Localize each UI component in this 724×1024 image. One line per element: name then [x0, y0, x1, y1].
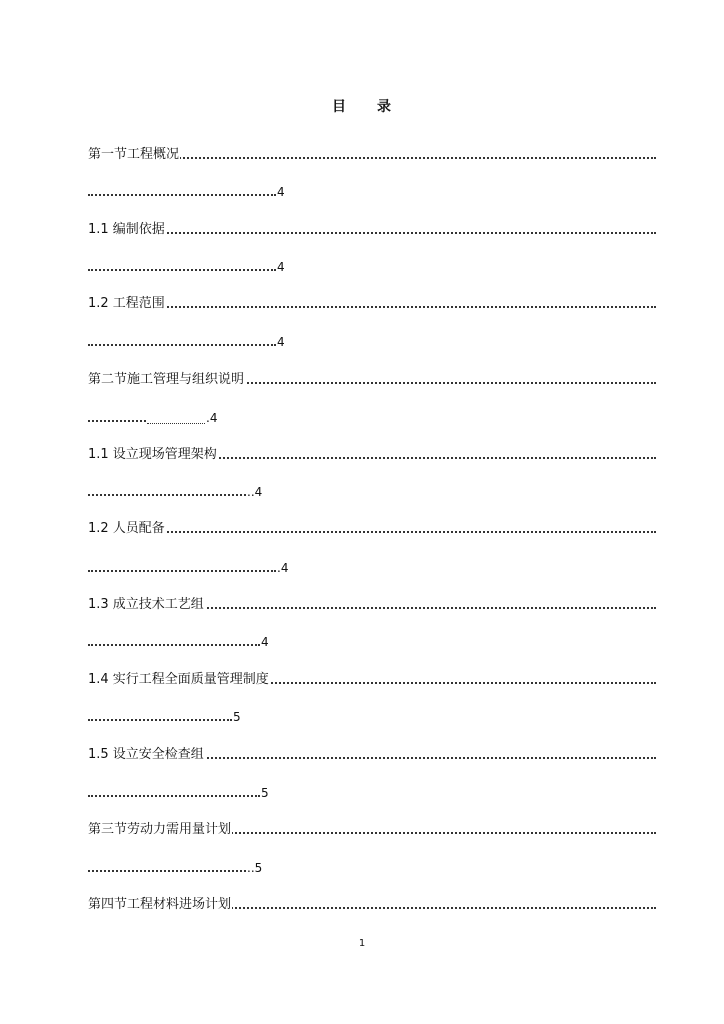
toc-entry-page: 4: [277, 335, 285, 349]
toc-entry-page-line: [88, 182, 285, 202]
toc-entry-label: 1.1 设立现场管理架构: [88, 447, 217, 462]
toc-entry-page-line: [88, 707, 241, 727]
toc-entry-page-line: [88, 257, 285, 277]
toc-entry-label-line[interactable]: [88, 670, 656, 690]
toc-entry-label-line[interactable]: [88, 294, 656, 314]
toc-entry-page-line: [88, 332, 285, 352]
toc-entry-label-line[interactable]: [88, 519, 656, 539]
toc-entry-page: 4: [261, 635, 269, 649]
toc-entry-label: 1.4 实行工程全面质量管理制度: [88, 672, 269, 687]
toc-entry-page-line: [88, 482, 262, 502]
toc-entry-label: 1.2 工程范围: [88, 296, 165, 311]
leader-dots: [88, 870, 246, 872]
leader-dots: [88, 269, 276, 271]
toc-title: [0, 96, 724, 116]
page-number: 1: [358, 938, 366, 949]
toc-entry-label-line[interactable]: [88, 370, 656, 390]
toc-entry-page-line: [88, 783, 269, 803]
toc-entry-label-line[interactable]: [88, 895, 656, 915]
toc-title-left: 目: [332, 99, 347, 115]
toc-entry-page-line: [88, 632, 269, 652]
toc-entry-page-line: [88, 858, 262, 878]
toc-entry-page: 4: [277, 260, 285, 274]
leader-dots: [88, 644, 260, 646]
toc-entry-label-line[interactable]: [88, 595, 656, 615]
toc-entry-label-line[interactable]: [88, 145, 656, 165]
leader-dots: [88, 194, 276, 196]
toc-entry-label: 1.3 成立技术工艺组: [88, 597, 204, 612]
toc-entry-page: 5: [233, 710, 241, 724]
toc-entry-page-line: [88, 408, 217, 428]
leader-dots-small: [147, 423, 205, 424]
toc-entry-label: 第一节工程概况: [88, 147, 180, 162]
leader-dots: [88, 795, 260, 797]
toc-entry-label-line[interactable]: [88, 820, 656, 840]
toc-entry-label: 1.2 人员配备: [88, 521, 165, 536]
toc-entry-label: 第三节劳动力需用量计划: [88, 822, 232, 837]
toc-entry-page: .4: [277, 561, 289, 575]
leader-dots: [88, 494, 246, 496]
toc-entry-label: 第二节施工管理与组织说明: [88, 372, 245, 387]
leader-dots: [88, 570, 276, 572]
toc-entry-label-line[interactable]: [88, 220, 656, 240]
toc-entry-label: 第四节工程材料进场计划: [88, 897, 232, 912]
toc-entry-label: 1.1 编制依据: [88, 222, 165, 237]
leader-dots: [88, 719, 232, 721]
toc-entry-page: ..4: [247, 485, 263, 499]
toc-entry-page-line: [88, 558, 288, 578]
toc-title-right: 录: [377, 99, 392, 115]
toc-entry-page: ..5: [247, 861, 263, 875]
toc-entry-label-line[interactable]: [88, 445, 656, 465]
leader-dots: [88, 420, 146, 422]
toc-entry-label: 1.5 设立安全检查组: [88, 747, 204, 762]
toc-entry-page: 5: [261, 786, 269, 800]
toc-entry-page: .4: [206, 411, 218, 425]
leader-dots: [88, 344, 276, 346]
toc-entry-page: 4: [277, 185, 285, 199]
toc-entry-label-line[interactable]: [88, 745, 656, 765]
